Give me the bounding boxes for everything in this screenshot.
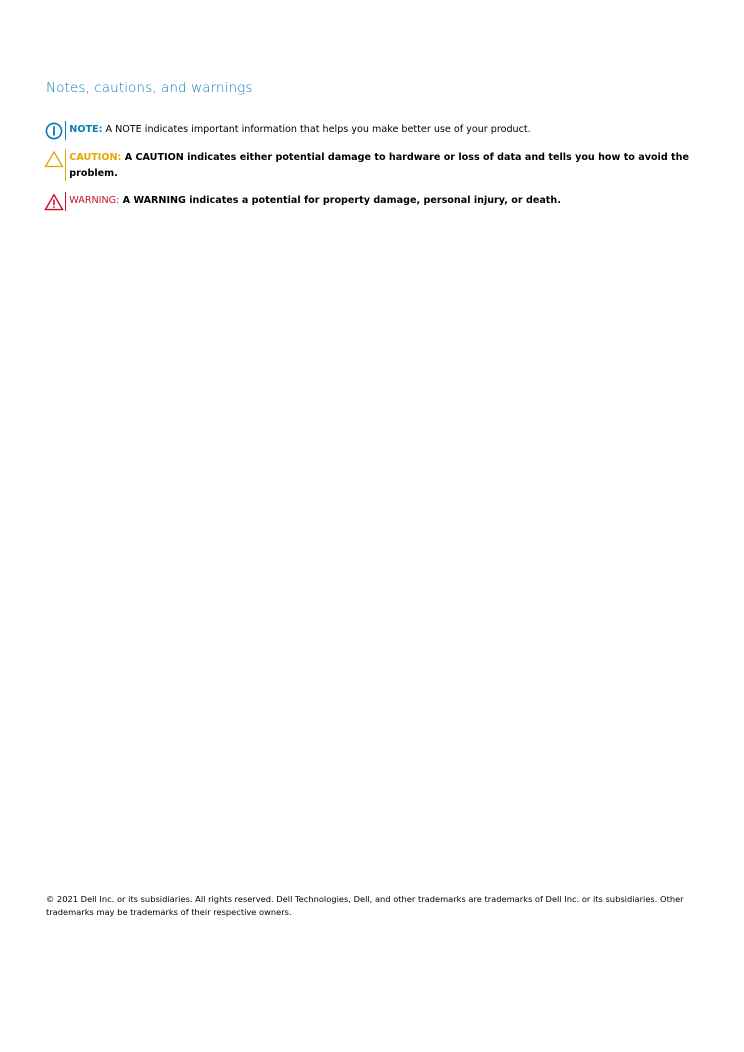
- note-body: A NOTE indicates important information that helps you make better use of your product.: [102, 124, 531, 135]
- warning-divider: [65, 192, 66, 211]
- caution-body: A CAUTION indicates either potential damage to hardware or loss of data and tells you how to avoid the problem.: [69, 152, 689, 179]
- copyright-footer: © 2021 Dell Inc. or its subsidiaries. All rights reserved. Dell Technologies, Dell, and other trademarks are trademarks of Dell Inc. or its subsidiaries. Other trademarks may be trademarks of their respective owners.: [46, 894, 684, 917]
- warning-notice: [44, 192, 704, 212]
- warning-body: A WARNING indicates a potential for property damage, personal injury, or death.: [119, 195, 561, 206]
- warning-triangle-icon: [44, 192, 64, 212]
- section-heading: Notes, cautions, and warnings: [46, 80, 253, 96]
- warning-text: [69, 192, 561, 209]
- caution-divider: [65, 149, 66, 181]
- caution-notice: [44, 149, 704, 182]
- caution-label: CAUTION:: [69, 152, 122, 163]
- caution-triangle-icon: [44, 149, 64, 169]
- note-label: NOTE:: [69, 124, 103, 135]
- note-text: [69, 121, 530, 138]
- note-divider: [65, 121, 66, 140]
- note-notice: [44, 121, 704, 141]
- warning-label: WARNING:: [69, 195, 120, 206]
- caution-text: [69, 149, 704, 182]
- info-circle-icon: [44, 121, 64, 141]
